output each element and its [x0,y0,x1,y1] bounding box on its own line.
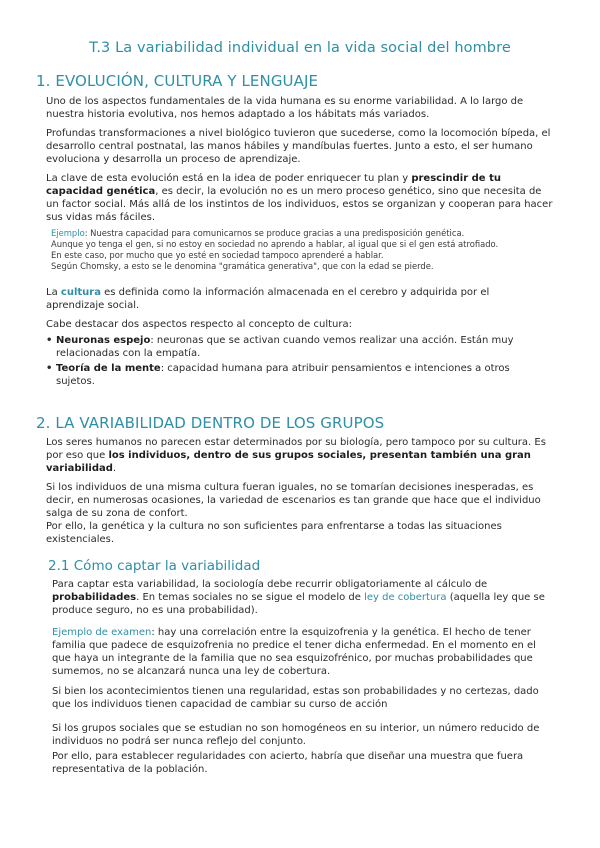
s2-paragraph-1 [46,436,556,475]
s21-paragraph-1 [52,578,550,617]
s1-example-line-1 [51,228,551,239]
s1-example-line-4: Según Chomsky, a esto se le denomina "gramática generativa", que con la edad se pierde. [51,261,434,271]
s21-p1-text-c: . En temas sociales no se sigue el modelo de [136,592,365,603]
s2-p1-bold: los individuos, dentro de sus grupos sociales, presentan también una gran variabilidad [46,450,531,474]
s1-p4-text-c: es definida como la información almacenada en el cerebro y adquirida por el aprendizaje social. [46,287,490,311]
page-title: T.3 La variabilidad individual en la vida social del hombre [89,40,511,56]
s21-p1-bold: probabilidades [52,592,137,603]
s1-paragraph-4 [46,286,542,312]
s21-paragraph-4: Por ello, para establecer regularidades con acierto, habría que diseñar una muestra que fuera representativa de la población. [52,751,524,775]
s2-p1-text-a: Los seres humanos no parecen estar determinados por su biología, pero tampoco por su cultura. Es por eso que [46,437,546,461]
s1-example-line-3: En este caso, por mucho que yo esté en sociedad tampoco aprenderé a hablar. [51,250,384,260]
s21-exam-example [52,626,552,678]
s1-p3-text-a: La clave de esta evolución está en la idea de poder enriquecer tu plan y [46,173,412,184]
s21-exam-example-label: Ejemplo de examen [52,627,152,638]
s1-bullet-1-text: : neuronas que se activan cuando vemos realizar una acción. Están muy relacionadas con la empatía. [56,335,514,359]
s2-paragraph-2: Si los individuos de una misma cultura fueran iguales, no se tomarían decisiones inesperadas, es decir, en numerosas ocasiones, la variedad de escenarios es tan grande que hace que el individuo salga de su zona de confort. [46,482,541,519]
section-1-heading: 1. EVOLUCIÓN, CULTURA Y LENGUAJE [36,72,319,90]
s1-example-text-1: : Nuestra capacidad para comunicarnos se produce gracias a una predisposición genética. [84,228,465,238]
s1-bullet-2 [46,362,536,388]
bullet-dot-icon: • [46,363,53,374]
s1-p3-text-c: , es decir, la evolución no es un mero proceso genético, sino que necesita de un factor social. Más allá de los instintos de los individuos, estos se organizan y cooperan para hacer sus vidas más fáciles. [46,186,553,223]
s2-paragraph-3: Por ello, la genética y la cultura no son suficientes para enfrentarse a todas las situaciones existenciales. [46,521,502,545]
s1-example-line-2: Aunque yo tenga el gen, si no estoy en sociedad no aprendo a hablar, al igual que si el gen está atrofiado. [51,239,499,249]
s21-p1-text-e: (aquella ley que se produce seguro, no es una probabilidad). [52,592,545,616]
s21-exam-example-text: : hay una correlación entre la esquizofrenia y la genética. El hecho de tener familia que padece de esquizofrenia no predice el tener dicha enfermedad. En el momento en el que haya un integrante de la familia que no sea esquizofrénico, por muchas probabilidades que sumemos, no se alcanzará nunca una ley de cobertura. [52,627,536,677]
section-2-heading: 2. LA VARIABILIDAD DENTRO DE LOS GRUPOS [36,414,385,432]
s1-paragraph-1: Uno de los aspectos fundamentales de la vida humana es su enorme variabilidad. A lo largo de nuestra historia evolutiva, nos hemos adaptado a los hábitats más variados. [46,96,524,120]
s1-p4-term-cultura: cultura [60,287,101,298]
s1-p3-bold: prescindir de tu capacidad genética [46,173,501,197]
s21-paragraph-3: Si los grupos sociales que se estudian no son homogéneos en su interior, un número reducido de individuos no podrá ser nunca reflejo del conjunto. [52,723,540,747]
s2-p1-text-c: . [112,463,117,474]
s21-p1-term-ley: ley de cobertura [364,592,447,603]
s1-bullet-1 [46,334,536,360]
s1-p4-text-a: La [46,287,61,298]
s1-paragraph-3 [46,172,554,224]
s21-p1-text-a: Para captar esta variabilidad, la sociología debe recurrir obligatoriamente al cálculo de [52,579,488,590]
s1-paragraph-5: Cabe destacar dos aspectos respecto al concepto de cultura: [46,319,352,330]
s1-paragraph-2: Profundas transformaciones a nivel biológico tuvieron que sucederse, como la locomoción bípeda, el desarrollo central postnatal, las manos hábiles y mandíbulas fuertes. Junto a esto, el ser humano evoluciona y desarrolla un proceso de aprendizaje. [46,128,551,165]
bullet-dot-icon: • [46,335,53,346]
s1-bullet-1-term: Neuronas espejo [56,335,151,346]
section-2-1-heading: 2.1 Cómo captar la variabilidad [48,558,261,574]
s21-paragraph-2: Si bien los acontecimientos tienen una regularidad, estas son probabilidades y no certezas, dado que los individuos tienen capacidad de cambiar su curso de acción [52,686,539,710]
s1-example-block [51,228,551,272]
s1-bullet-2-text: : capacidad humana para atribuir pensamientos e intenciones a otros sujetos. [56,363,510,387]
s1-example-label: Ejemplo [51,228,85,238]
s1-bullet-2-term: Teoría de la mente [56,363,161,374]
